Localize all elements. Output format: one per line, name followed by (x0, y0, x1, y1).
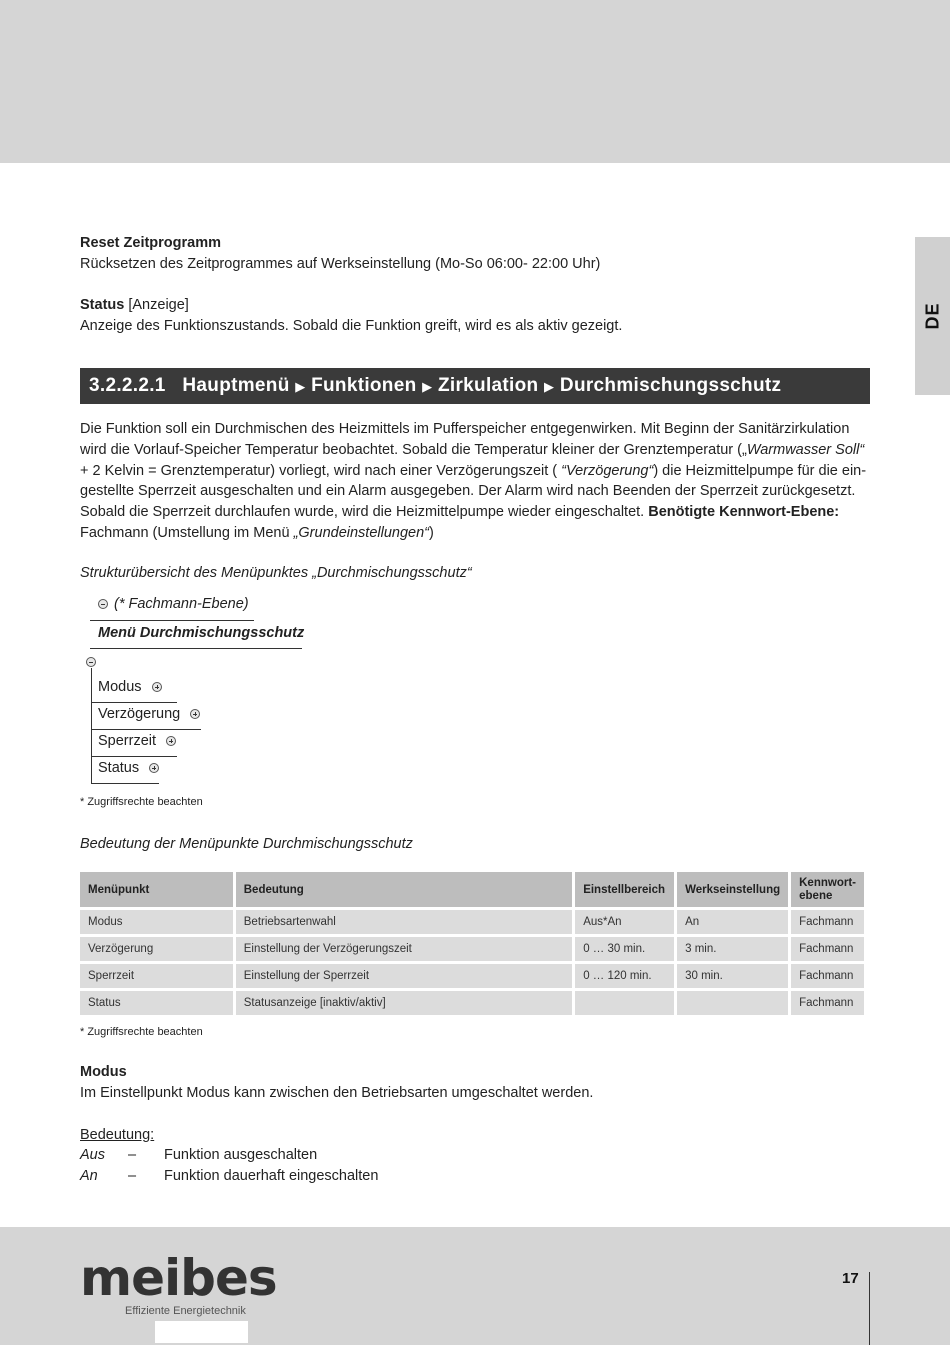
table-row (80, 964, 864, 988)
tree-item-label: Sperrzeit (98, 733, 157, 749)
expand-icon[interactable] (149, 763, 159, 773)
page-number-rule (869, 1272, 870, 1345)
table-cell: Fachmann (791, 964, 864, 988)
paragraph-text: ) (428, 524, 434, 541)
divider (91, 702, 177, 703)
tree-item-status[interactable] (98, 760, 159, 776)
tree-item-verzoegerung[interactable] (98, 706, 200, 722)
option-desc: Funktion dauerhaft eingeschalten (164, 1168, 379, 1184)
table-cell: 30 min. (677, 964, 788, 988)
table-cell (575, 991, 674, 1015)
option-desc: Funktion ausgeschalten (164, 1147, 318, 1163)
option-key: An (80, 1168, 98, 1184)
structure-caption: Strukturübersicht des Menüpunktes „Durchmischungsschutz“ (80, 565, 472, 581)
table-cell: Fachmann (791, 991, 864, 1015)
paragraph-text: gestellte Sperrzeit ausgeschalten und ein Alarm ausgegeben. Der Alarm wird nach Beenden der Sperrzeit zurückgesetzt. (80, 483, 856, 500)
paragraph-emphasis: “Verzögerung“ (561, 462, 654, 479)
paragraph-text: Sobald die Sperrzeit durchlaufen wurde, wird die Heizmittelpumpe wieder eingeschaltet. (80, 504, 649, 521)
brand-logo: meibes (80, 1249, 277, 1307)
paragraph-text: ) die Heizmittelpumpe für die ein- (653, 462, 867, 479)
table-cell: Modus (80, 910, 233, 934)
divider (90, 620, 254, 621)
table-row (80, 910, 864, 934)
status-suffix: [Anzeige] (128, 297, 189, 313)
status-title: Status (80, 297, 125, 313)
table-cell: 0 … 30 min. (575, 937, 674, 961)
table-header-row (80, 872, 864, 907)
reset-title: Reset Zeitprogramm (80, 235, 222, 251)
col-header: Bedeutung (236, 872, 572, 907)
table-cell: Einstellung der Sperrzeit (236, 964, 572, 988)
paragraph-emphasis: „Grundeinstellungen“ (293, 524, 429, 541)
table-cell (677, 991, 788, 1015)
expand-icon[interactable] (152, 682, 162, 692)
col-header: Einstellbereich (575, 872, 674, 907)
option-row (80, 1166, 870, 1187)
table-cell: Fachmann (791, 937, 864, 961)
header-band (0, 0, 950, 163)
language-tab (915, 237, 950, 395)
paragraph-emphasis: Warmwasser Soll“ (746, 441, 865, 458)
tree-item-sperrzeit[interactable] (98, 733, 176, 749)
table-footnote: * Zugriffsrechte beachten (80, 1026, 203, 1038)
table-caption: Bedeutung der Menüpunkte Durchmischungsschutz (80, 836, 413, 852)
tree-item-modus[interactable] (98, 679, 162, 695)
col-header: Kennwort- ebene (791, 872, 864, 907)
status-heading (80, 295, 870, 316)
section-path-2: Funktionen (311, 375, 417, 396)
table-cell: Betriebsartenwahl (236, 910, 572, 934)
structure-footnote: * Zugriffsrechte beachten (80, 796, 203, 808)
language-label: DE (922, 302, 942, 330)
status-text: Anzeige des Funktionszustands. Sobald die Funktion greift, wird es als aktiv gezeigt. (80, 318, 623, 334)
divider (90, 648, 302, 649)
table-cell: 0 … 120 min. (575, 964, 674, 988)
arrow-right-icon: ▶ (544, 379, 555, 394)
option-row (80, 1145, 870, 1166)
paragraph-strong: Benötigte Kennwort-Ebene: (648, 504, 840, 521)
logo-accent (155, 1321, 248, 1343)
tree-connector (91, 668, 92, 784)
section-path-3: Zirkulation (438, 375, 539, 396)
table-cell: Einstellung der Verzögerungszeit (236, 937, 572, 961)
reset-text: Rücksetzen des Zeitprogrammes auf Werkseinstellung (Mo-So 06:00- 22:00 Uhr) (80, 256, 601, 272)
divider (91, 756, 177, 757)
expand-icon[interactable] (190, 709, 200, 719)
divider (91, 783, 159, 784)
menu-table (77, 869, 867, 1018)
table-cell: Aus*An (575, 910, 674, 934)
expand-icon[interactable] (166, 736, 176, 746)
table-cell: 3 min. (677, 937, 788, 961)
paragraph-text: Die Funktion soll ein Durchmischen des Heizmittels im Pufferspeicher entgegenwirken. Mit Beginn der Sanitärzirkulation (80, 421, 850, 437)
modus-title: Modus (80, 1064, 127, 1080)
table-cell: Status (80, 991, 233, 1015)
section-path-4: Durchmischungsschutz (559, 375, 782, 396)
page-number: 17 (842, 1270, 859, 1287)
section-number: 3.2.2.2.1 (89, 375, 166, 396)
brand-tagline: Effiziente Energietechnik (125, 1305, 246, 1317)
level-note-text: (* Fachmann-Ebene) (114, 596, 249, 612)
section-path-1: Hauptmenü (182, 375, 290, 396)
arrow-right-icon: ▶ (295, 379, 306, 394)
tree-item-label: Verzögerung (98, 706, 181, 722)
option-key: Aus (80, 1147, 105, 1163)
modus-text: Im Einstellpunkt Modus kann zwischen den Betriebsarten umgeschaltet werden. (80, 1085, 594, 1101)
menu-title: Menü Durchmischungsschutz (98, 625, 305, 641)
table-cell: Fachmann (791, 910, 864, 934)
table-cell: Verzögerung (80, 937, 233, 961)
table-cell: An (677, 910, 788, 934)
meaning-label: Bedeutung: (80, 1127, 155, 1143)
table-row (80, 937, 864, 961)
collapse-icon (98, 599, 108, 609)
paragraph-text: + 2 Kelvin = Grenztemperatur) vorliegt, wird nach einer Verzögerungszeit ( (80, 462, 562, 479)
arrow-right-icon: ▶ (422, 379, 433, 394)
table-cell: Sperrzeit (80, 964, 233, 988)
col-header: Menüpunkt (80, 872, 233, 907)
col-header: Werkseinstellung (677, 872, 788, 907)
tree-item-label: Status (98, 760, 140, 776)
option-dash: – (128, 1147, 137, 1163)
table-cell: Statusanzeige [inaktiv/aktiv] (236, 991, 572, 1015)
option-dash: – (128, 1168, 137, 1184)
table-row (80, 991, 864, 1015)
paragraph-text: Fachmann (Umstellung im Menü (80, 524, 294, 541)
level-note (98, 596, 249, 612)
tree-item-label: Modus (98, 679, 142, 695)
section-heading (80, 368, 870, 404)
collapse-icon[interactable] (86, 657, 96, 667)
divider (91, 729, 201, 730)
description-paragraph (80, 419, 870, 544)
paragraph-text: wird die Vorlauf-Speicher Temperatur beobachtet. Sobald die Temperatur kleiner der Grenztemperatur („ (80, 441, 747, 458)
